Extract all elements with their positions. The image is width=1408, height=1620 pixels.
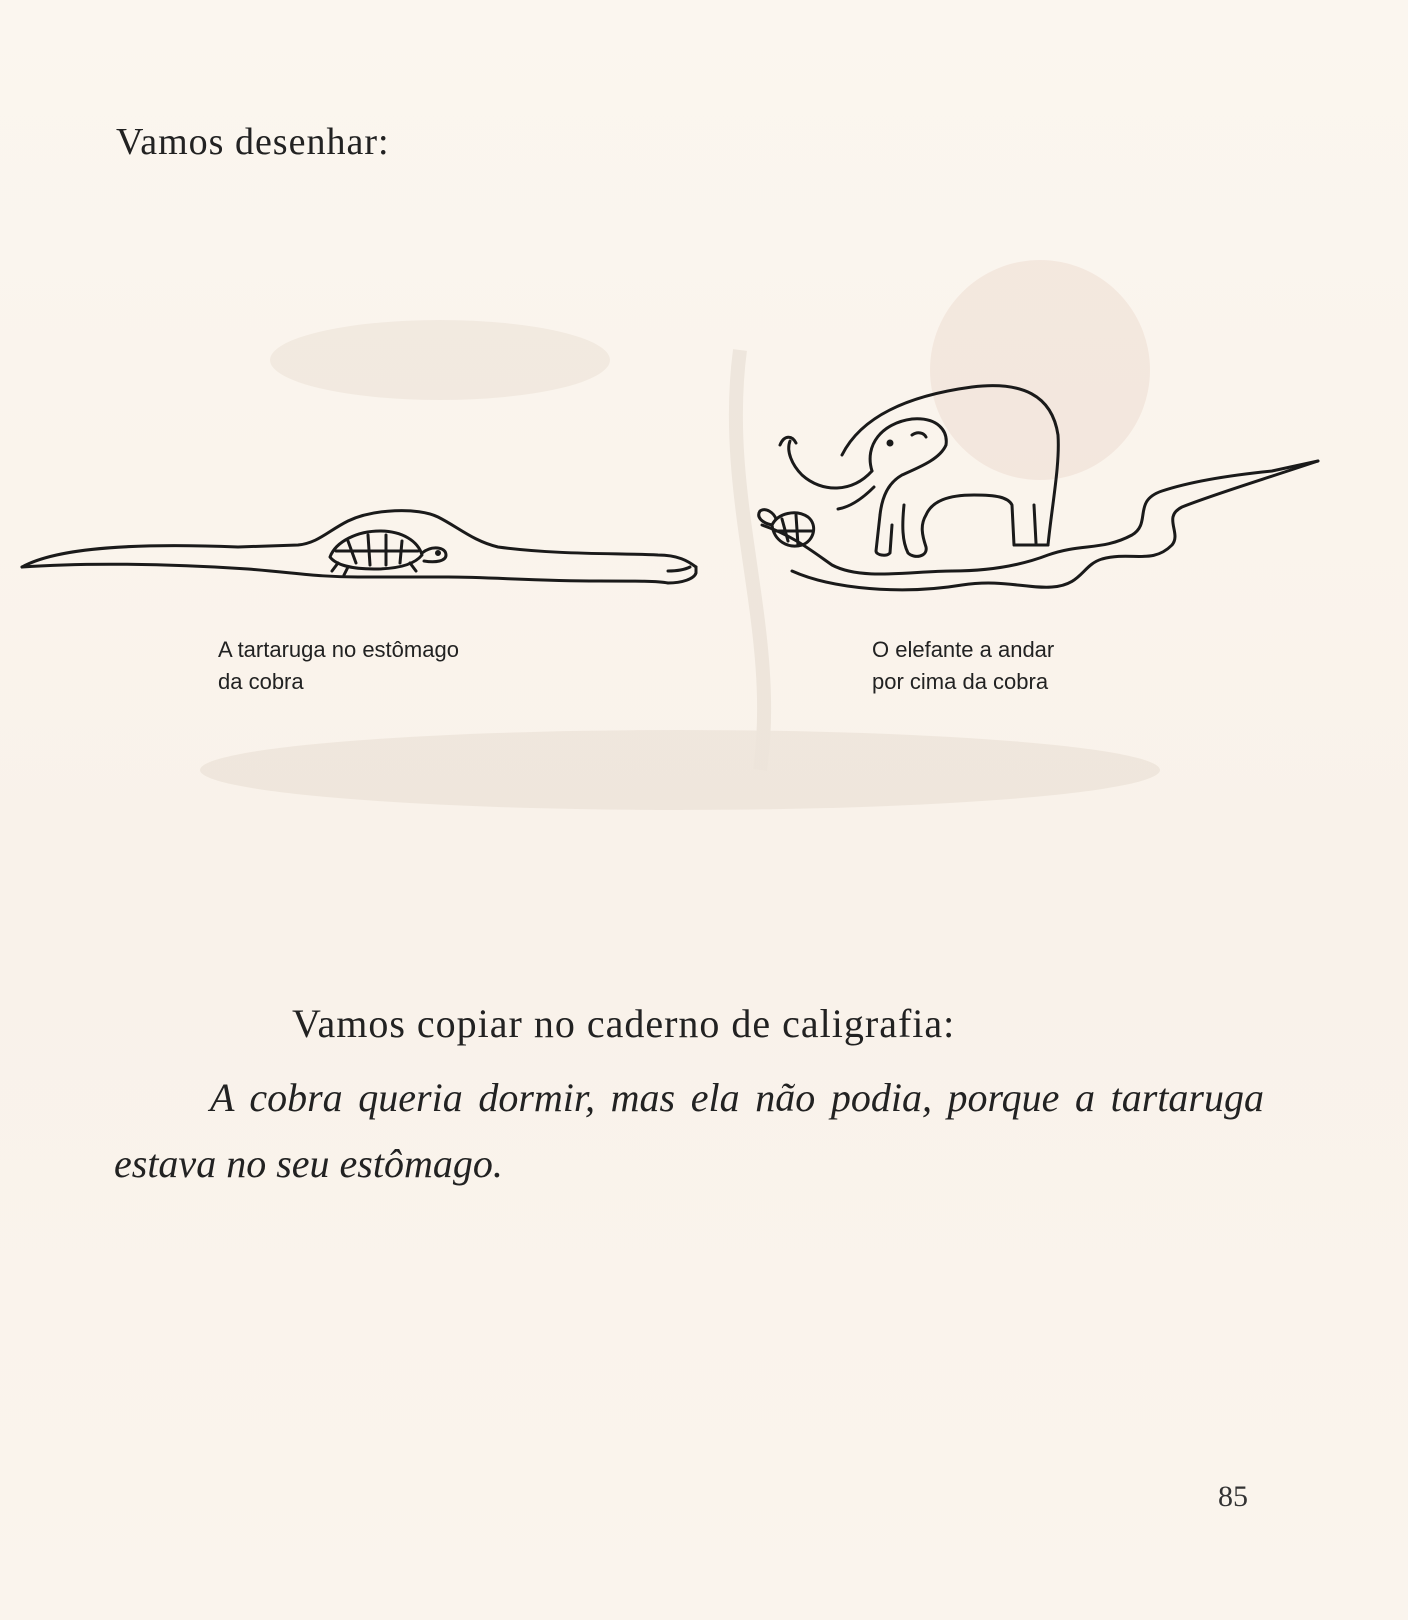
figure-1-caption-line-1: A tartaruga no estômago <box>218 637 459 662</box>
snake-turtle-illustration <box>18 505 708 605</box>
figure-2-caption <box>872 634 1054 698</box>
elephant-snake-illustration <box>752 375 1322 615</box>
figure-1-caption-line-2: da cobra <box>218 669 304 694</box>
figure-2-caption-line-1: O elefante a andar <box>872 637 1055 662</box>
copy-heading: Vamos copiar no caderno de caligrafia: <box>292 1001 956 1046</box>
figure-1-caption <box>218 634 459 698</box>
figure-2-caption-line-2: por cima da cobra <box>872 669 1049 694</box>
copy-sentence: A cobra queria dormir, mas ela não podia, porque a tartaruga estava no seu estômago. <box>114 1075 1264 1186</box>
page-number: 85 <box>1218 1480 1248 1513</box>
draw-heading: Vamos desenhar: <box>116 121 390 163</box>
